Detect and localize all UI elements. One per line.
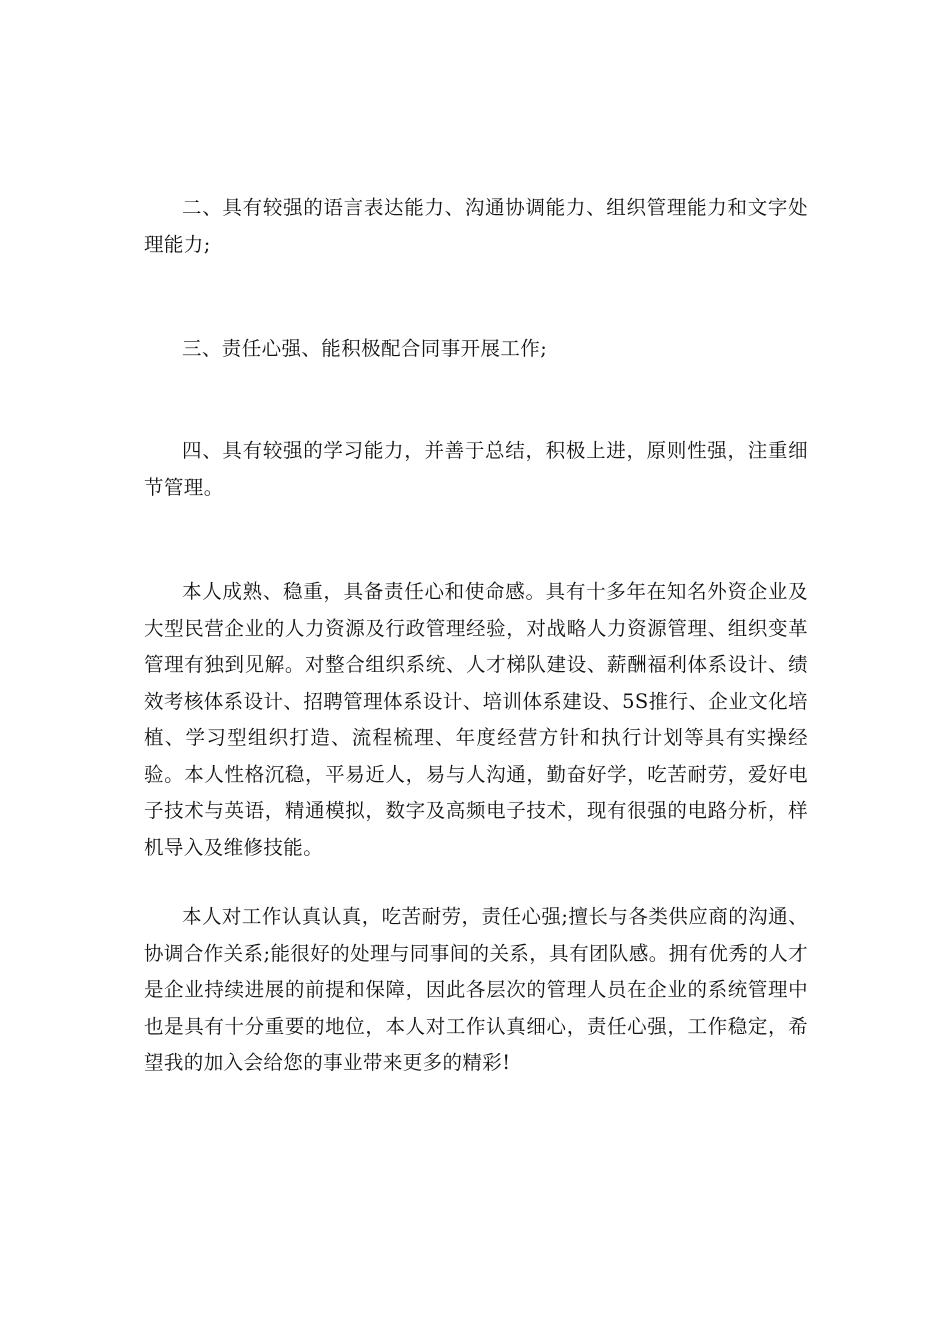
work-attitude-paragraph: 本人对工作认真认真，吃苦耐劳，责任心强;擅长与各类供应商的沟通、协调合作关系;能很好的处理与同事间的关系，具有团队感。拥有优秀的人才是企业持续进展的前提和保障，因此各层次的管理人员在企业的系统管理中也是具有十分重要的地位，本人对工作认真细心，责任心强，工作稳定，希望我的加入会给您的事业带来更多的精彩!	[144, 905, 808, 1074]
self-introduction-paragraph: 本人成熟、稳重，具备责任心和使命感。具有十多年在知名外资企业及大型民营企业的人力资源及行政管理经验，对战略人力资源管理、组织变革管理有独到见解。对整合组织系统、人才梯队建设、薪酬福利体系设计、绩效考核体系设计、招聘管理体系设计、培训体系建设、5S推行、企业文化培植、学习型组织打造、流程梳理、年度经营方针和执行计划等具有实操经验。本人性格沉稳，平易近人，易与人沟通，勤奋好学，吃苦耐劳，爱好电子技术与英语，精通模拟，数字及高频电子技术，现有很强的电路分析，样机导入及维修技能。	[144, 580, 808, 859]
qualification-item-4: 四、具有较强的学习能力，并善于总结，积极上进，原则性强，注重细节管理。	[144, 439, 808, 499]
qualification-item-3: 三、责任心强、能积极配合同事开展工作;	[182, 337, 548, 360]
qualification-item-2: 二、具有较强的语言表达能力、沟通协调能力、组织管理能力和文字处理能力;	[144, 196, 808, 256]
